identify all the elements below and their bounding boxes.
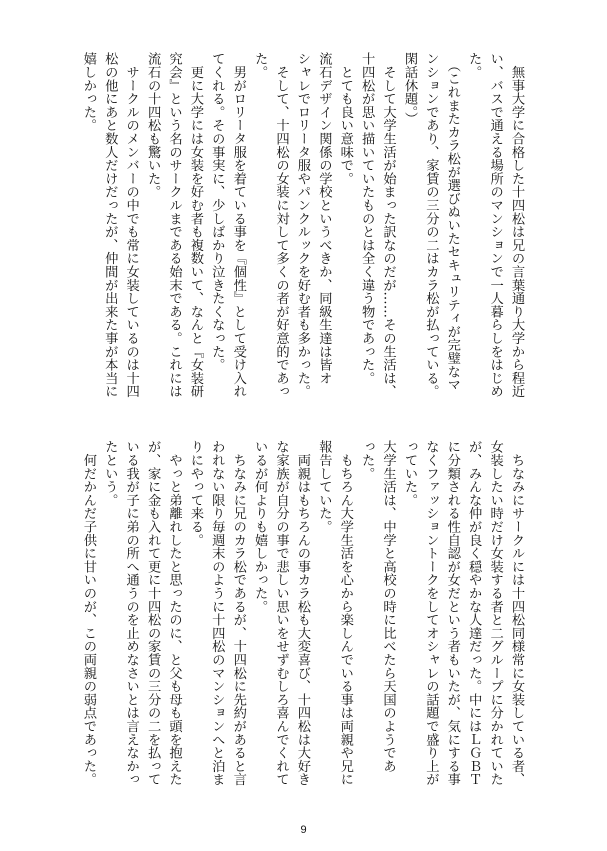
text-line: に分類される性自認が女だという者もいたが、気にする事	[444, 440, 460, 786]
text-line: 無事大学に合格した十四松は兄の言葉通り大学から程近	[509, 52, 524, 398]
text-line: シャレでロリータ服やパンクルックを好む者も多かった。	[294, 52, 310, 398]
text-line: 嬉しかった。	[80, 52, 96, 132]
text-line: た。	[252, 52, 268, 79]
text-line: が、みんな仲が良く穏やかな人達だった。中にはＬＧＢＴ	[466, 440, 482, 786]
text-line: い、バスで通える場所のマンションで一人暮らしをはじめ	[487, 52, 503, 398]
text-line: 閑話休題。）	[401, 52, 417, 126]
text-line: てくれる。その事実に、少しばかり泣きたくなった。	[209, 52, 225, 372]
text-line: いるが何よりも嬉しかった。	[252, 440, 268, 613]
text-line: たという。	[102, 440, 118, 507]
text-line: 松の他にあと数人だけだったが、仲間が出来た事が本当に	[102, 52, 118, 398]
text-line: ンションであり、家賃の三分の二はカラ松が払っている。	[423, 52, 439, 398]
text-line: サークルのメンバーの中でも常に女装しているのは十四	[123, 52, 139, 398]
text-line: 十四松が思い描いていたものとは全く違う物であった。	[359, 52, 375, 385]
text-line: ちなみにサークルには十四松同様常に女装している者、	[509, 440, 524, 786]
text-line: 流石デザイン関係の学校というべきか、同級生達は皆オ	[316, 52, 332, 385]
text-line: 報告していた。	[316, 440, 332, 534]
text-line: なくファッショントークをしてオシャレの話題で盛り上が	[423, 440, 439, 786]
text-line: 流石の十四松も驚いた。	[145, 52, 161, 199]
text-line: 両親はもちろんの事カラ松も大変喜び、十四松は大好き	[294, 440, 310, 786]
text-line: 女装したい時だけ女装する者と二グループに分かれていた	[487, 440, 503, 786]
text-line: った。	[359, 440, 375, 480]
text-line: われない限り毎週末のように十四松のマンションへと泊ま	[209, 440, 225, 786]
page-number: 9	[300, 824, 307, 836]
text-line: ちなみに兄のカラ松であるが、十四松に先約があると言	[230, 440, 246, 786]
text-line: もちろん大学生活を心から楽しんでいる事は両親や兄に	[337, 440, 353, 786]
text-line: いる我が子に弟の所へ通うのを止めなさいとは言えなかっ	[123, 440, 139, 786]
top-text-block	[77, 52, 527, 397]
text-line: な家族が自分の事で悲しい思いをせずむしろ喜んでくれて	[273, 440, 289, 786]
text-line: 更に大学には女装を好む者も複数いて、なんと『女装研	[187, 52, 203, 398]
bottom-text-block	[77, 440, 527, 800]
text-line: 大学生活は、中学と高校の時に比べたら天国のようであ	[380, 440, 396, 773]
text-line: っていた。	[401, 440, 417, 507]
text-line: りにやって来る。	[187, 440, 203, 547]
text-line: が、家に金も入れて更に十四松の家賃の三分の二を払って	[145, 440, 161, 786]
text-line: やっと弟離れしたと思ったのに、と父も母も頭を抱えた	[166, 440, 182, 786]
text-line: そして大学生活が始まった訳なのだが……その生活は、	[380, 52, 396, 398]
text-line: とても良い意味で。	[337, 52, 353, 185]
text-line: （これまたカラ松が選びぬいたセキュリティが完璧なマ	[444, 52, 460, 392]
text-line: た。	[466, 52, 482, 79]
text-line: 男がロリータ服を着ている事を『個性』として受け入れ	[230, 52, 246, 398]
text-line: 何だかんだ子供に甘いのが、この両親の弱点であった。	[80, 440, 96, 786]
text-line: そして、十四松の女装に対して多くの者が好意的であっ	[273, 52, 289, 398]
text-line: 究会』という名のサークルまである始末である。これには	[166, 52, 182, 398]
